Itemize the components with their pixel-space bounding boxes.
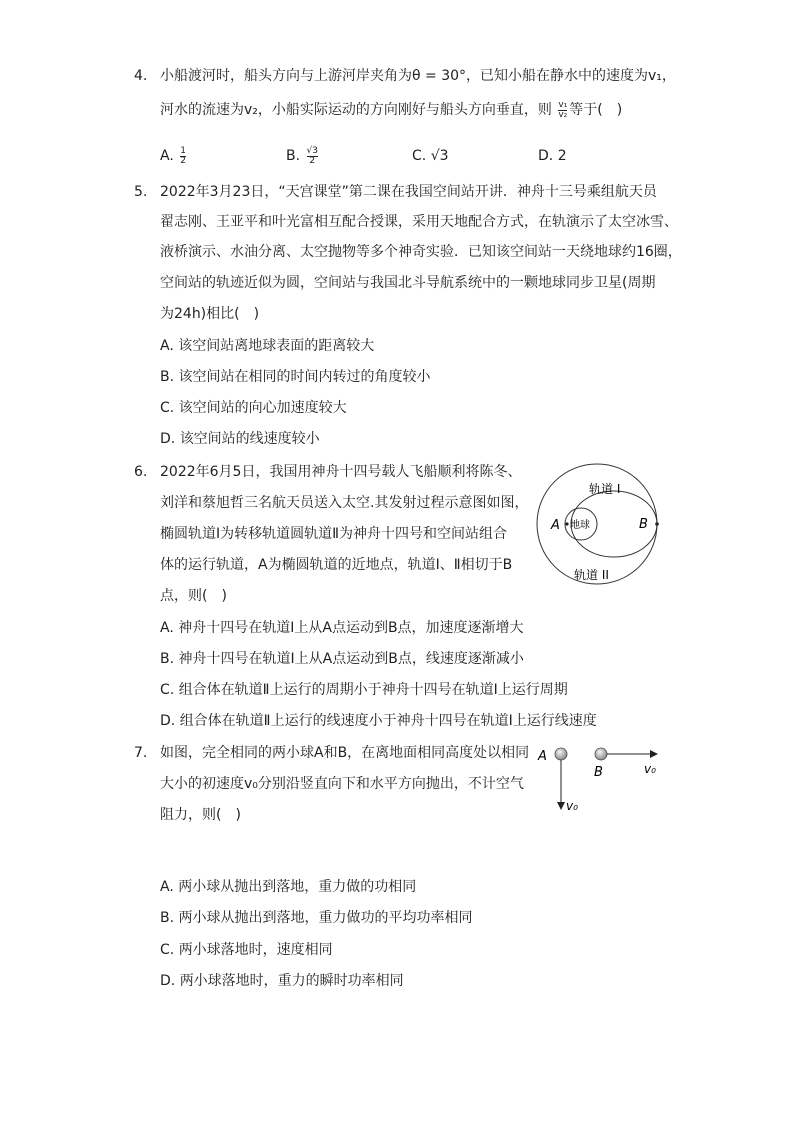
option-label: B. [160,369,175,385]
fraction-numerator: 1 [180,145,186,156]
option-text: 两小球从抛出到落地，重力做功的平均功率相同 [178,910,473,926]
option-text: 该空间站的线速度较小 [179,431,320,447]
projectile-diagram [536,740,666,818]
question-text-line: 点，则( ) [160,588,227,604]
option-text: 组合体在轨道Ⅱ上运行的周期小于神舟十四号在轨道Ⅰ上运行周期 [178,682,568,698]
option-d[interactable] [538,146,567,166]
point-b-label: B [639,517,648,532]
fraction-numerator: v₁ [558,99,568,110]
option-text: 两小球落地时，重力的瞬时功率相同 [179,973,404,989]
question-text-line: 液桥演示、水油分离、太空抛物等多个神奇实验．已知该空间站一天绕地球约16圈， [160,244,682,260]
question-text-line: 小船渡河时，船头方向与上游河岸夹角为θ = 30°，已知小船在静水中的速度为v₁， [160,68,676,84]
question-number: 4. [134,68,148,84]
option-label: C. [412,148,427,164]
option-a[interactable] [160,146,188,166]
question-number: 6. [134,464,148,480]
option-a[interactable] [160,336,374,356]
point-a-dot [565,522,568,525]
question-text-line: 2022年6月5日，我国用神舟十四号载人飞船顺利将陈冬、 [160,464,522,480]
question-text-segment: 等于( ) [569,102,623,118]
option-label: B. [160,651,175,667]
option-label: B. [286,148,301,164]
option-text: 两小球从抛出到落地，重力做的功相同 [178,879,417,895]
option-b[interactable] [286,146,320,166]
option-c[interactable] [412,146,449,166]
option-c[interactable] [160,680,568,700]
question-text-line [160,100,622,120]
option-text: 该空间站的向心加速度较大 [178,400,347,416]
question-text-line: 2022年3月23日，“天宫课堂”第二课在我国空间站开讲．神舟十三号乘组航天员 [160,184,657,200]
option-b[interactable] [160,649,524,669]
option-text: 2 [557,148,567,164]
option-label: A. [160,148,174,164]
earth-label: 地球 [570,520,590,531]
question-text-line: 为24h)相比( ) [160,306,260,322]
fraction-denominator: v₂ [558,109,568,120]
ball-b [595,748,607,760]
option-d[interactable] [160,971,404,991]
option-text: 神舟十四号在轨道Ⅰ上从A点运动到B点，线速度逐渐减小 [178,651,524,667]
orbit-i-label: 轨道 I [589,482,621,496]
option-label: C. [160,682,175,698]
fraction-numerator: √3 [306,145,318,156]
option-c[interactable] [160,940,333,960]
option-a[interactable] [160,877,416,897]
option-d[interactable] [160,711,597,731]
ball-a [555,748,567,760]
option-text: √3 [430,148,449,164]
option-text: 两小球落地时，速度相同 [178,942,333,958]
v0-right-arrowhead [650,750,658,758]
point-b-dot [655,522,659,526]
option-a[interactable] [160,618,524,638]
option-d[interactable] [160,429,320,449]
option-label: D. [160,973,176,989]
option-fraction [307,147,318,166]
option-text: 该空间站离地球表面的距离较大 [178,338,375,354]
question-text-line: 体的运行轨道，A为椭圆轨道的近地点，轨道Ⅰ、Ⅱ相切于B [160,557,513,573]
ratio-fraction [558,101,567,120]
question-text-line: 刘洋和蔡旭哲三名航天员送入太空.其发射过程示意图如图， [160,495,529,511]
question-text-line: 椭圆轨道Ⅰ为转移轨道圆轨道Ⅱ为神舟十四号和空间站组合 [160,526,508,542]
v0-right-label: v₀ [644,762,656,776]
v0-down-label: v₀ [566,799,578,813]
option-label: A. [160,620,174,636]
question-number: 7. [134,745,148,761]
option-label: C. [160,942,175,958]
option-label: C. [160,400,175,416]
question-text-line: 翟志刚、王亚平和叶光富相互配合授课，采用天地配合方式，在轨演示了太空冰雪、 [160,214,678,230]
question-text-line: 阻力，则( ) [160,807,241,823]
ball-a-label: A [538,749,547,764]
question-number: 5. [134,184,148,200]
question-text-segment: 河水的流速为v₂，小船实际运动的方向刚好与船头方向垂直，则 [160,102,557,118]
option-label: A. [160,879,174,895]
question-text-line: 如图，完全相同的两小球A和B，在离地面相同高度处以相同 [160,745,530,761]
fraction-denominator: 2 [307,156,318,166]
fraction-denominator: 2 [180,155,186,166]
option-label: B. [160,910,175,926]
option-text: 该空间站在相同的时间内转过的角度较小 [178,369,431,385]
question-text-line: 大小的初速度v₀分别沿竖直向下和水平方向抛出，不计空气 [160,776,524,792]
option-fraction [180,147,186,166]
option-text: 神舟十四号在轨道Ⅰ上从A点运动到B点，加速度逐渐增大 [178,620,524,636]
option-label: D. [160,713,176,729]
option-label: A. [160,338,174,354]
option-b[interactable] [160,908,473,928]
v0-down-arrowhead [557,802,565,810]
option-b[interactable] [160,367,431,387]
option-label: D. [160,431,176,447]
orbit-ii-label: 轨道 II [574,568,609,582]
option-text: 组合体在轨道Ⅱ上运行的线速度小于神舟十四号在轨道Ⅰ上运行线速度 [179,713,597,729]
question-text-line: 空间站的轨迹近似为圆，空间站与我国北斗导航系统中的一颗地球同步卫星(周期 [160,275,656,291]
option-c[interactable] [160,398,347,418]
point-a-label: A [551,518,560,533]
orbit-diagram [532,462,662,588]
option-label: D. [538,148,554,164]
ball-b-label: B [594,765,603,780]
